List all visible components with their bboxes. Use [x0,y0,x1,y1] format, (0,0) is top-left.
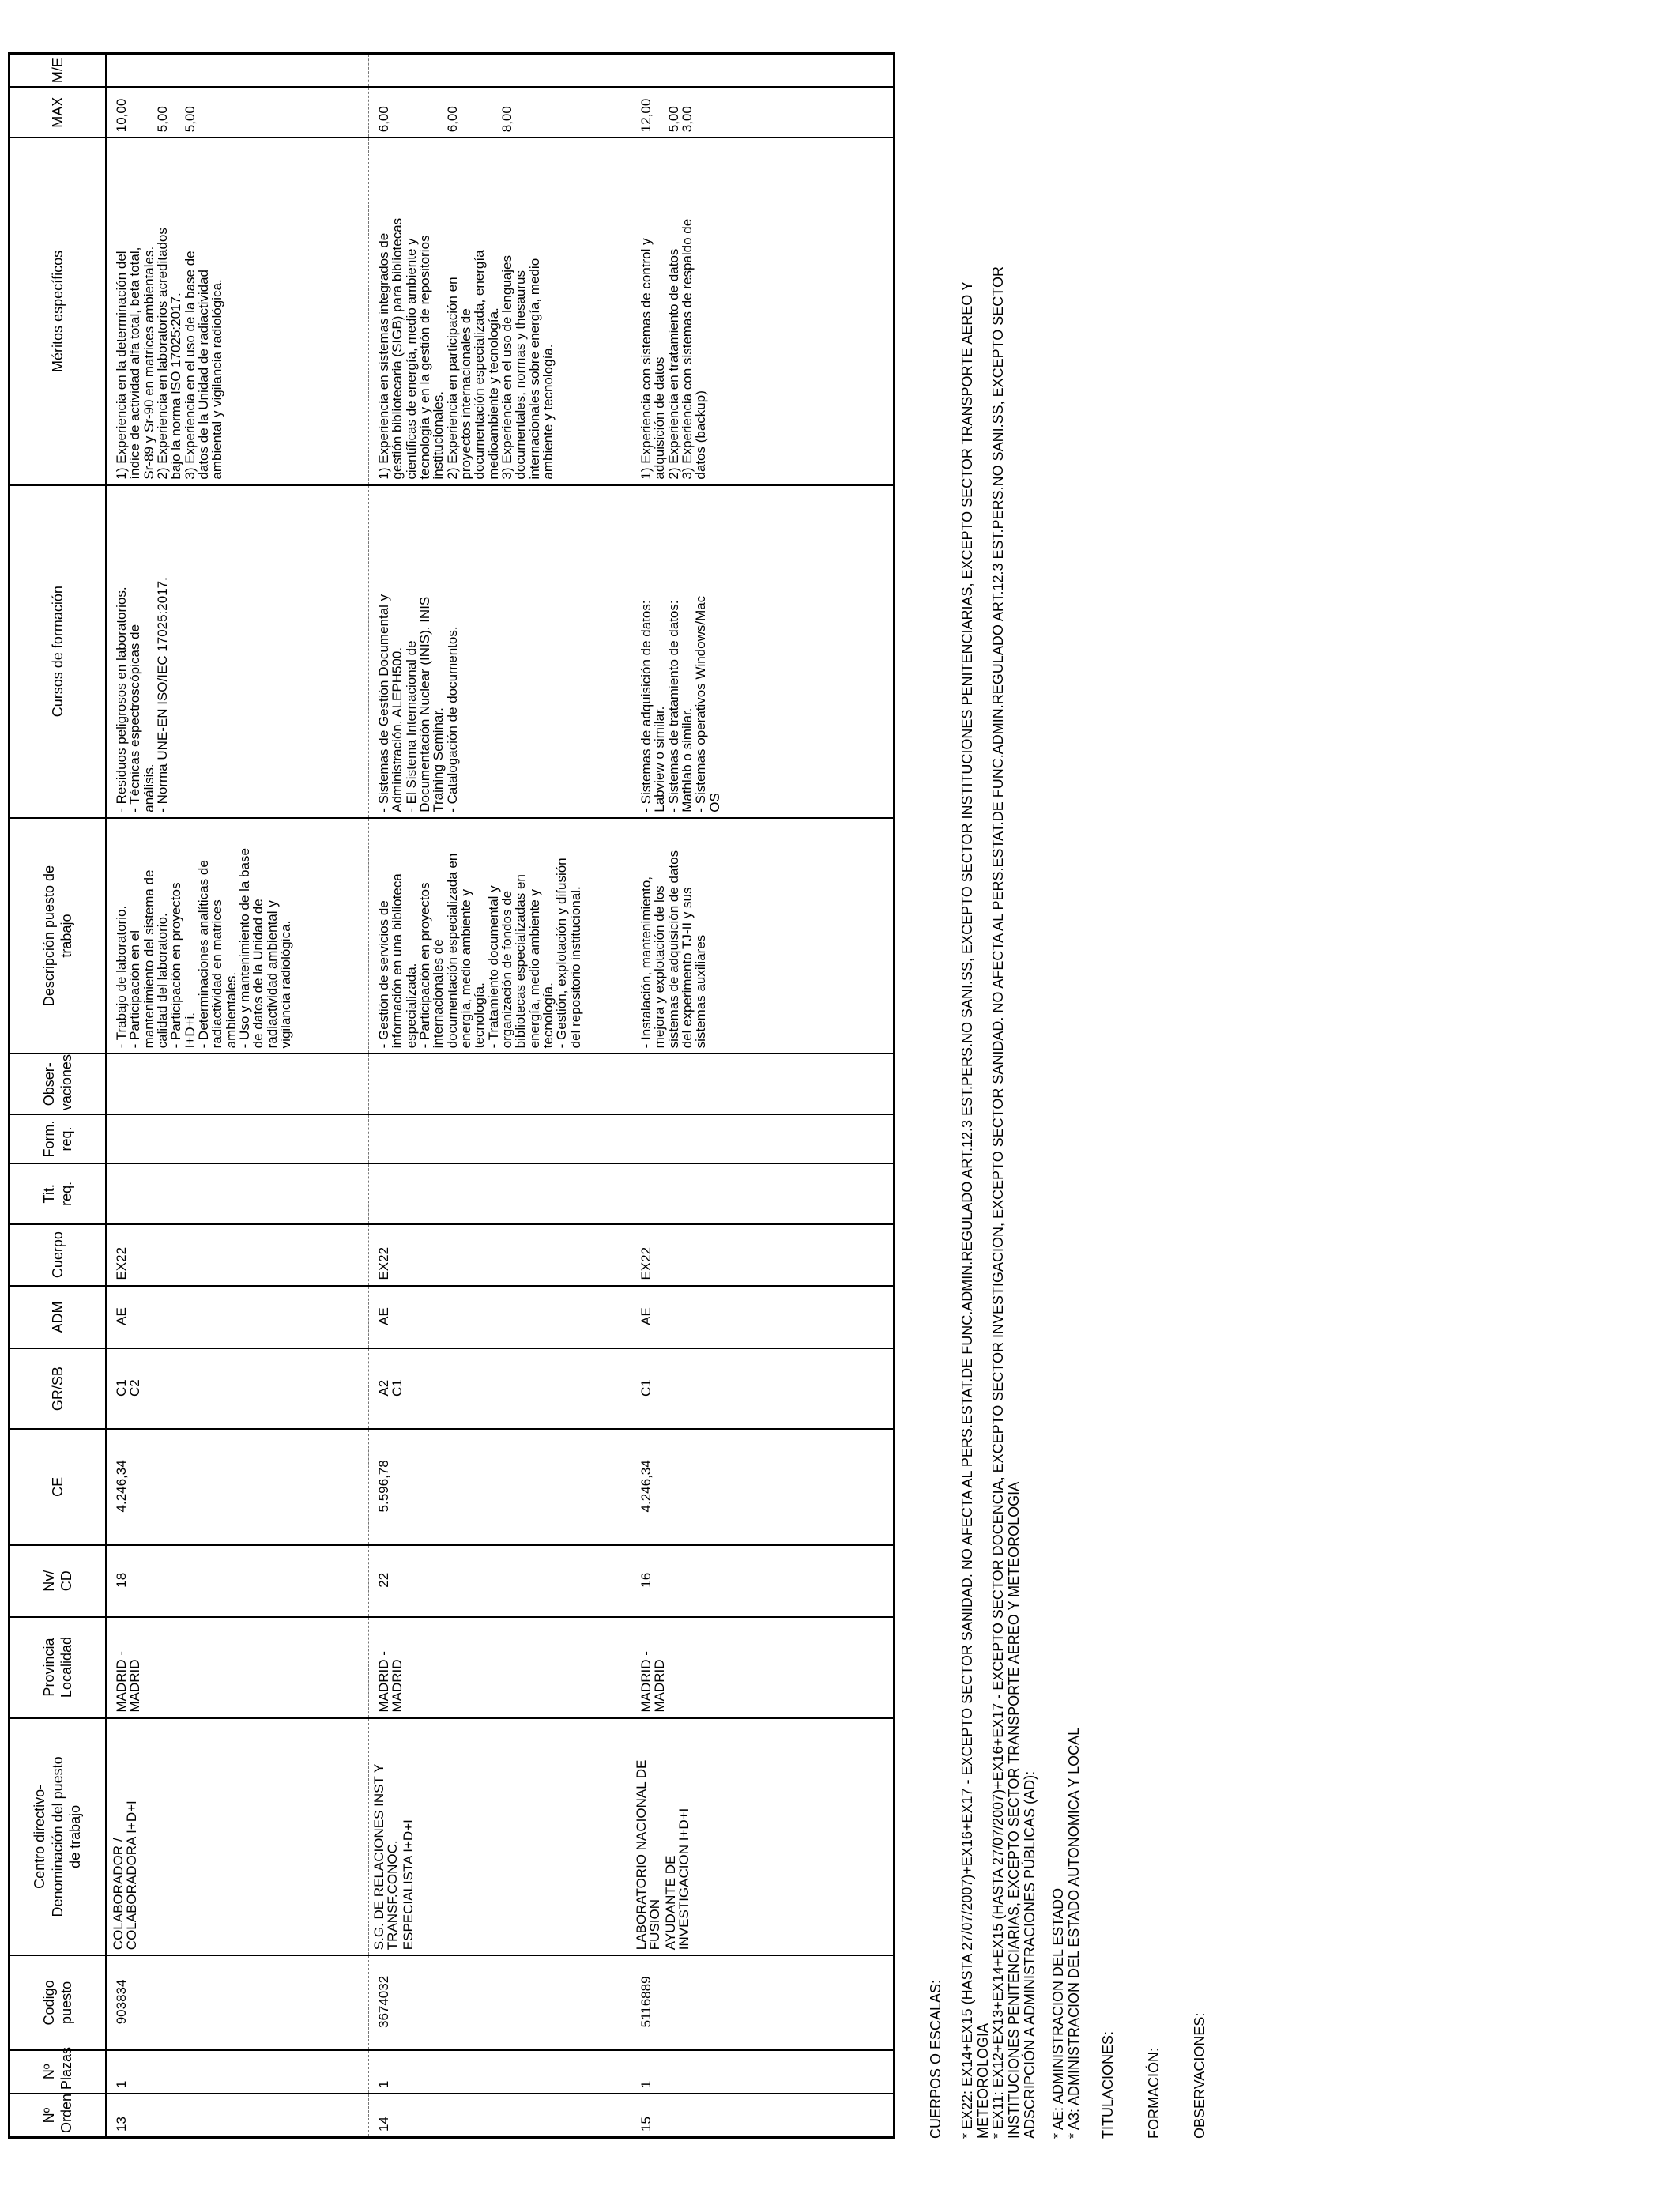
puesto-denominacion: ESPECIALISTA I+D+I [400,1819,416,1951]
note-ae: * AE: ADMINISTRACION DEL ESTADO [1049,1887,1066,2139]
cell-nivel: 16 [631,1545,895,1617]
adscripcion-title: ADSCRIPCIÓN A ADMINISTRACIONES PÚBLICAS (AD): [1021,1770,1038,2139]
observaciones-label: OBSERVACIONES: [1191,2012,1207,2139]
cell-cursos: - Sistemas de Gestión Documental y Administración. ALEPH500. - El Sistema Internacional de Documentación Nuclear (INIS). INIS Training Seminar. - Catalogación de documentos. [369,485,631,818]
cell-grupo: C1 [631,1349,895,1429]
cell-titulacion [106,1163,369,1224]
cell-ce: 4.246,34 [631,1429,895,1545]
cell-centro [106,1718,369,1956]
cell-cursos: - Residuos peligrosos en laboratorios. - Técnicas espectroscópicas de análisis. - Norma UNE-EN ISO/IEC 17025:2017. [106,485,369,818]
titulaciones-label: TITULACIONES: [1100,2030,1117,2139]
cell-descripcion: - Gestión de servicios de información en una biblioteca especializada. - Participación en proyectos internacionales de documentación especializada en energía, medio ambiente y tecnología. - Tratamiento documental y organización de fondos de bibliotecas especializadas en energía, medio ambiente y tecnología. - Gestión, explotación y difusión del repositorio institucional. [369,818,631,1054]
cell-ce: 4.246,34 [106,1429,369,1545]
header-max: MAX [9,87,107,138]
header-adm: ADM [9,1286,107,1349]
cell-provincia: MADRID - MADRID [369,1617,631,1718]
header-cursos: Cursos de formación [9,485,107,818]
cell-formacion [369,1114,631,1163]
header-grupo: GR/SB [9,1349,107,1429]
header-provincia: Provincia Localidad [9,1617,107,1718]
cell-descripcion: - Trabajo de laboratorio. - Participación en el mantenimiento del sistema de calidad del laboratorio. - Participación en proyectos I+D+i. - Determinaciones analíticas de radiactividad en matrices ambientales. - Uso y mantenimiento de la base de datos de la Unidad de radiactividad ambiental y vigilancia radiológica. [106,818,369,1054]
cell-centro [631,1718,895,1956]
cell-titulacion [369,1163,631,1224]
cell-formacion [106,1114,369,1163]
header-plazas: Nº Plazas [9,2050,107,2094]
cuerpos-title: CUERPOS O ESCALAS: [928,1979,944,2139]
header-row [9,54,107,2138]
note-ex11: * EX11: EX12+EX13+EX14+EX15 (HASTA 27/07/2007)+EX16+EX17 - EXCEPTO SECTOR DOCENCIA, EXCEPTO SECTOR INVESTIGACION, EXCEPTO SECTOR SANIDAD. NO AFECTA AL PERS.ESTAT.DE FUNC.ADMIN.REGULADO ART.12.3 EST.PERS.NO SANI.SS, EXCEPTO SECTOR INSTITUCIONES PENITENCIARIAS, EXCEPTO SECTOR TRANSPORTE AEREO Y METEOROLOGIA [990,266,1023,2139]
cell-adm: AE [631,1286,895,1349]
cell-meritos: 1) Experiencia en sistemas integrados de gestión bibliotecaria (SIGB) para bibliotecas científicas de energía, medio ambiente y tecnología y en la gestión de repositorios institucionales. 2) Experiencia en participación en proyectos internacionales de documentación especializada, energía medioambiente y tecnología. 3) Experiencia en el uso de lenguajes documentales, normas y thesaurus internacionales sobre energía, medio ambiente y tecnología. [369,138,631,484]
header-centro: Centro directivo- Denominación del puesto de trabajo [9,1718,107,1956]
cell-observaciones [106,1054,369,1114]
cell-codigo: 5116889 [631,1955,895,2049]
cell-provincia: MADRID - MADRID [631,1617,895,1718]
header-meritos: Méritos específicos [9,138,107,484]
cell-orden: 13 [106,2094,369,2137]
header-codigo: Codigo puesto [9,1955,107,2049]
note-ex22: * EX22: EX14+EX15 (HASTA 27/07/2007)+EX16+EX17 - EXCEPTO SECTOR SANIDAD. NO AFECTA AL PERS.ESTAT.DE FUNC.ADMIN.REGULADO ART.12.3 EST.PERS.NO SANI.SS, EXCEPTO SECTOR INSTITUCIONES PENITENCIARIAS, EXCEPTO SECTOR TRANSPORTE AEREO Y METEOROLOGIA [959,281,991,2139]
cell-observaciones [369,1054,631,1114]
cell-observaciones [631,1054,895,1114]
cell-codigo: 3674032 [369,1955,631,2049]
cell-formacion [631,1114,895,1163]
cell-plazas: 1 [369,2050,631,2094]
header-formacion: Form. req. [9,1114,107,1163]
cell-max: 10,00 5,00 5,00 [106,87,369,138]
cell-nivel: 18 [106,1545,369,1617]
centro-directivo: LABORATORIO NACIONAL DE FUSION [634,1759,663,1951]
header-ce: CE [9,1429,107,1545]
cell-orden: 14 [369,2094,631,2137]
header-descripcion: Descripción puesto de trabajo [9,818,107,1054]
centro-directivo: S.G. DE RELACIONES INST Y TRANSF.CONOC. [371,1763,401,1951]
cell-plazas: 1 [631,2050,895,2094]
cell-orden: 15 [631,2094,895,2137]
cell-meritos: 1) Experiencia con sistemas de control y adquisición de datos 2) Experiencia en tratamiento de datos 3) Experiencia con sistemas de respaldo de datos (backup) [631,138,895,484]
puesto-denominacion: AYUDANTE DE INVESTIGACION I+D+I [662,1808,691,1951]
legend-notes [929,84,1208,2139]
puesto-denominacion: COLABORADOR / COLABORADORA I+D+I [111,1800,140,1951]
cell-me [631,54,895,88]
header-observaciones: Obser- vaciones [9,1054,107,1114]
cell-meritos: 1) Experiencia en la determinación del índice de actividad alfa total, beta total, Sr-89 y Sr-90 en matrices ambientales. 2) Experiencia en laboratorios acreditados bajo la norma ISO 17025:2017. 3) Experiencia en el uso de la base de datos de la Unidad de radiactividad ambiental y vigilancia radiológica. [106,138,369,484]
header-me: M/E [9,54,107,88]
cell-grupo: A2 C1 [369,1349,631,1429]
cell-provincia: MADRID - MADRID [106,1617,369,1718]
cell-codigo: 903834 [106,1955,369,2049]
header-nivel: Nv/ CD [9,1545,107,1617]
table-row [106,54,369,2138]
header-orden: Nº Orden [9,2094,107,2137]
cell-cursos: - Sistemas de adquisición de datos: Labview o similar. - Sistemas de tratamiento de datos: Mathlab o similar. - Sistemas operativos Windows/Mac OS [631,485,895,818]
cell-me [106,54,369,88]
note-a3: * A3: ADMINISTRACION DEL ESTADO AUTONOMICA Y LOCAL [1065,1727,1082,2139]
cell-nivel: 22 [369,1545,631,1617]
cell-descripcion: - Instalación, mantenimiento, mejora y explotación de los sistemas de adquisición de datos del experimento TJ-II y sus sistemas auxiliares [631,818,895,1054]
cell-max: 6,00 6,00 8,00 [369,87,631,138]
cell-me [369,54,631,88]
cell-titulacion [631,1163,895,1224]
cell-max: 12,00 5,00 3,00 [631,87,895,138]
cell-centro [369,1718,631,1956]
cell-cuerpo: EX22 [106,1224,369,1286]
cell-adm: AE [106,1286,369,1349]
cell-cuerpo: EX22 [631,1224,895,1286]
cell-cuerpo: EX22 [369,1224,631,1286]
table-row [631,54,895,2138]
formacion-label: FORMACIÓN: [1146,2048,1162,2139]
table-row [369,54,631,2138]
cell-plazas: 1 [106,2050,369,2094]
cell-adm: AE [369,1286,631,1349]
cell-ce: 5.596,78 [369,1429,631,1545]
header-titulacion: Tit. req. [9,1163,107,1224]
job-positions-table [8,52,895,2139]
cell-grupo: C1 C2 [106,1349,369,1429]
header-cuerpo: Cuerpo [9,1224,107,1286]
